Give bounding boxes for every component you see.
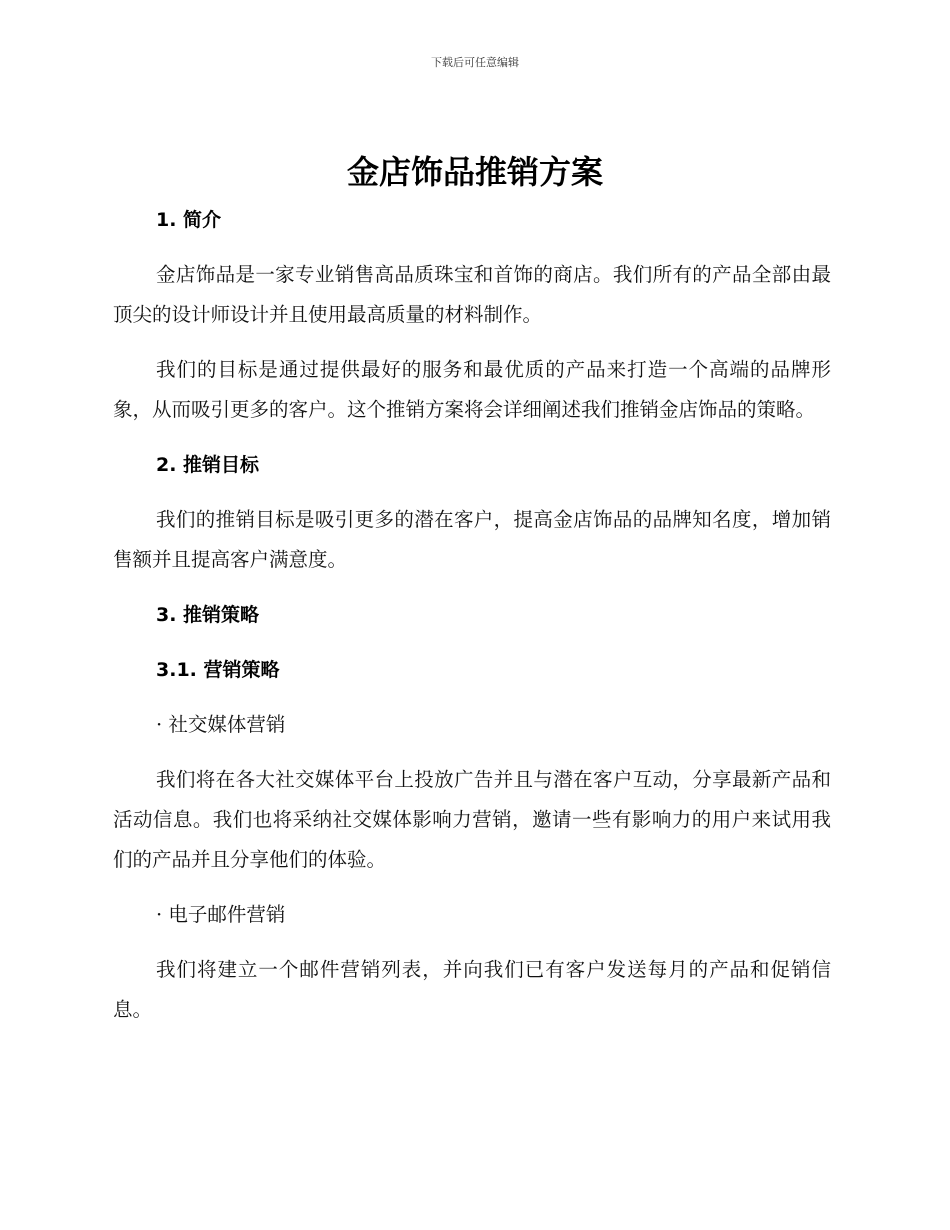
document-body: [113, 200, 831, 1030]
bullet-social-media: · 社交媒体营销: [156, 713, 286, 736]
document-title: 金店饰品推销方案: [346, 153, 603, 191]
intro-paragraph-2: 我们的目标是通过提供最好的服务和最优质的产品来打造一个高端的品牌形象，从而吸引更多的客户。这个推销方案将会详细阐述我们推销金店饰品的策略。: [113, 358, 831, 421]
intro-paragraph-1: 金店饰品是一家专业销售高品质珠宝和首饰的商店。我们所有的产品全部由最顶尖的设计师设计并且使用最高质量的材料制作。: [113, 263, 831, 326]
bullet-email: · 电子邮件营销: [156, 903, 286, 926]
section-heading-intro: 1. 简介: [156, 209, 222, 231]
section-heading-goal: 2. 推销目标: [156, 454, 260, 476]
goal-paragraph: 我们的推销目标是吸引更多的潜在客户，提高金店饰品的品牌知名度，增加销售额并且提高客户满意度。: [113, 508, 831, 571]
header-note: 下载后可任意编辑: [431, 56, 519, 69]
section-heading-strategy: 3. 推销策略: [156, 604, 260, 626]
email-paragraph: 我们将建立一个邮件营销列表，并向我们已有客户发送每月的产品和促销信息。: [113, 958, 831, 1021]
social-media-paragraph: 我们将在各大社交媒体平台上投放广告并且与潜在客户互动，分享最新产品和活动信息。我们也将采纳社交媒体影响力营销，邀请一些有影响力的用户来试用我们的产品并且分享他们的体验。: [113, 768, 831, 871]
section-heading-marketing: 3.1. 营销策略: [156, 659, 280, 681]
